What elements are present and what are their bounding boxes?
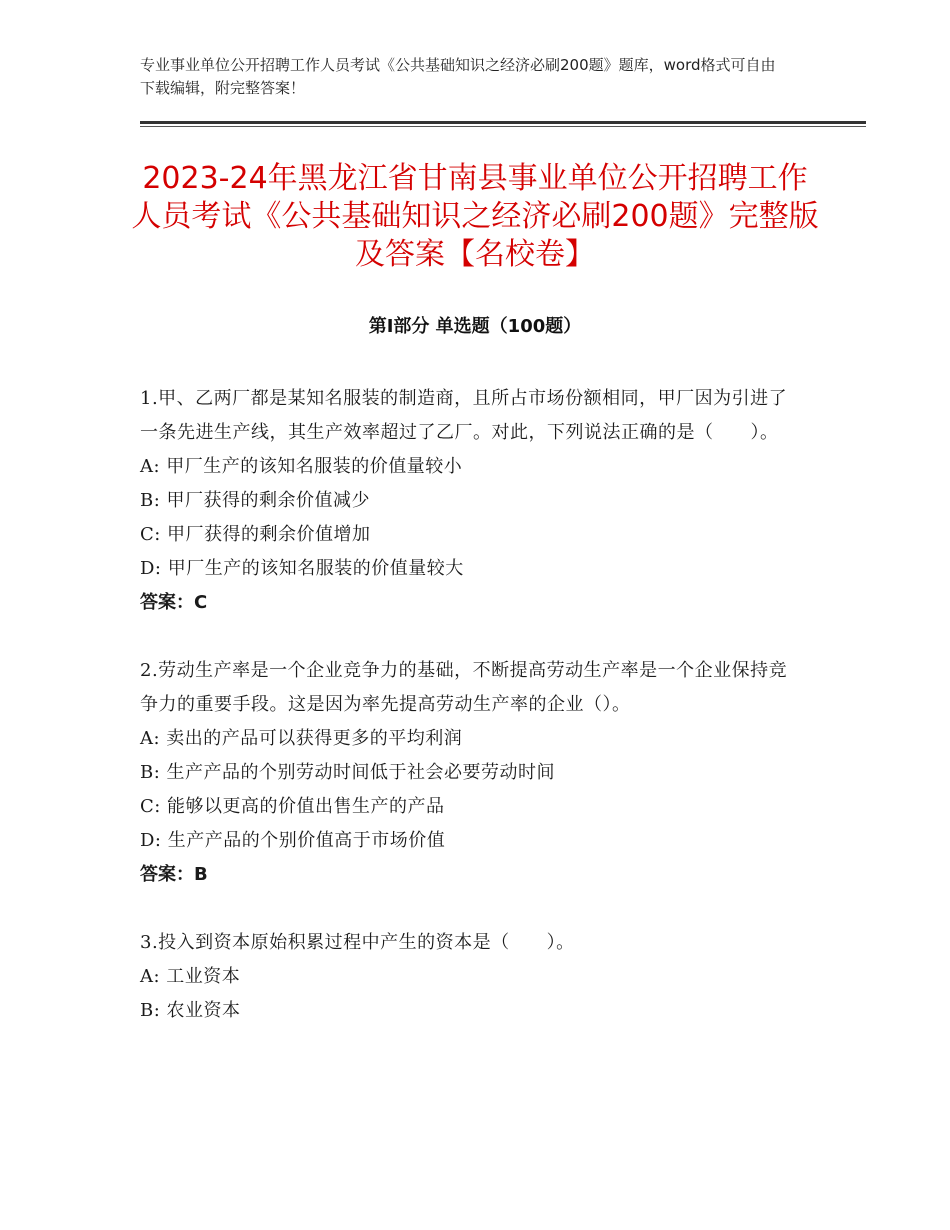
header-rule-thin xyxy=(140,126,866,127)
option-b: B: 甲厂获得的剩余价值减少 xyxy=(140,490,371,511)
option-a: A: 工业资本 xyxy=(140,966,241,987)
question-stem: 3.投入到资本原始积累过程中产生的资本是（ ）。 xyxy=(140,932,575,953)
option-c: C: 能够以更高的价值出售生产的产品 xyxy=(140,796,445,817)
section-heading: 第Ⅰ部分 单选题（100题） xyxy=(368,316,582,337)
option-d: D: 甲厂生产的该知名服装的价值量较大 xyxy=(140,558,464,579)
question-2 xyxy=(140,654,805,892)
question-3 xyxy=(140,926,805,1028)
option-c: C: 甲厂获得的剩余价值增加 xyxy=(140,524,371,545)
option-a: A: 甲厂生产的该知名服装的价值量较小 xyxy=(140,456,463,477)
answer: 答案：C xyxy=(140,592,208,613)
header-note: 专业事业单位公开招聘工作人员考试《公共基础知识之经济必刷200题》题库，word格式可自由下载编辑，附完整答案！ xyxy=(140,56,776,97)
option-b: B: 生产产品的个别劳动时间低于社会必要劳动时间 xyxy=(140,762,556,783)
question-stem: 2.劳动生产率是一个企业竞争力的基础，不断提高劳动生产率是一个企业保持竞争力的重要手段。这是因为率先提高劳动生产率的企业（）。 xyxy=(140,660,788,715)
question-1 xyxy=(140,382,805,620)
option-d: D: 生产产品的个别价值高于市场价值 xyxy=(140,830,446,851)
question-stem: 1.甲、乙两厂都是某知名服装的制造商，且所占市场份额相同，甲厂因为引进了一条先进生产线，其生产效率超过了乙厂。对此，下列说法正确的是（ ）。 xyxy=(140,388,788,443)
option-b: B: 农业资本 xyxy=(140,1000,241,1021)
answer: 答案：B xyxy=(140,864,208,885)
question-list xyxy=(140,382,805,1062)
header-rule-thick xyxy=(140,121,866,124)
option-a: A: 卖出的产品可以获得更多的平均利润 xyxy=(140,728,463,749)
document-title: 2023-24年黑龙江省甘南县事业单位公开招聘工作人员考试《公共基础知识之经济必刷200题》完整版及答案【名校卷】 xyxy=(131,161,819,272)
